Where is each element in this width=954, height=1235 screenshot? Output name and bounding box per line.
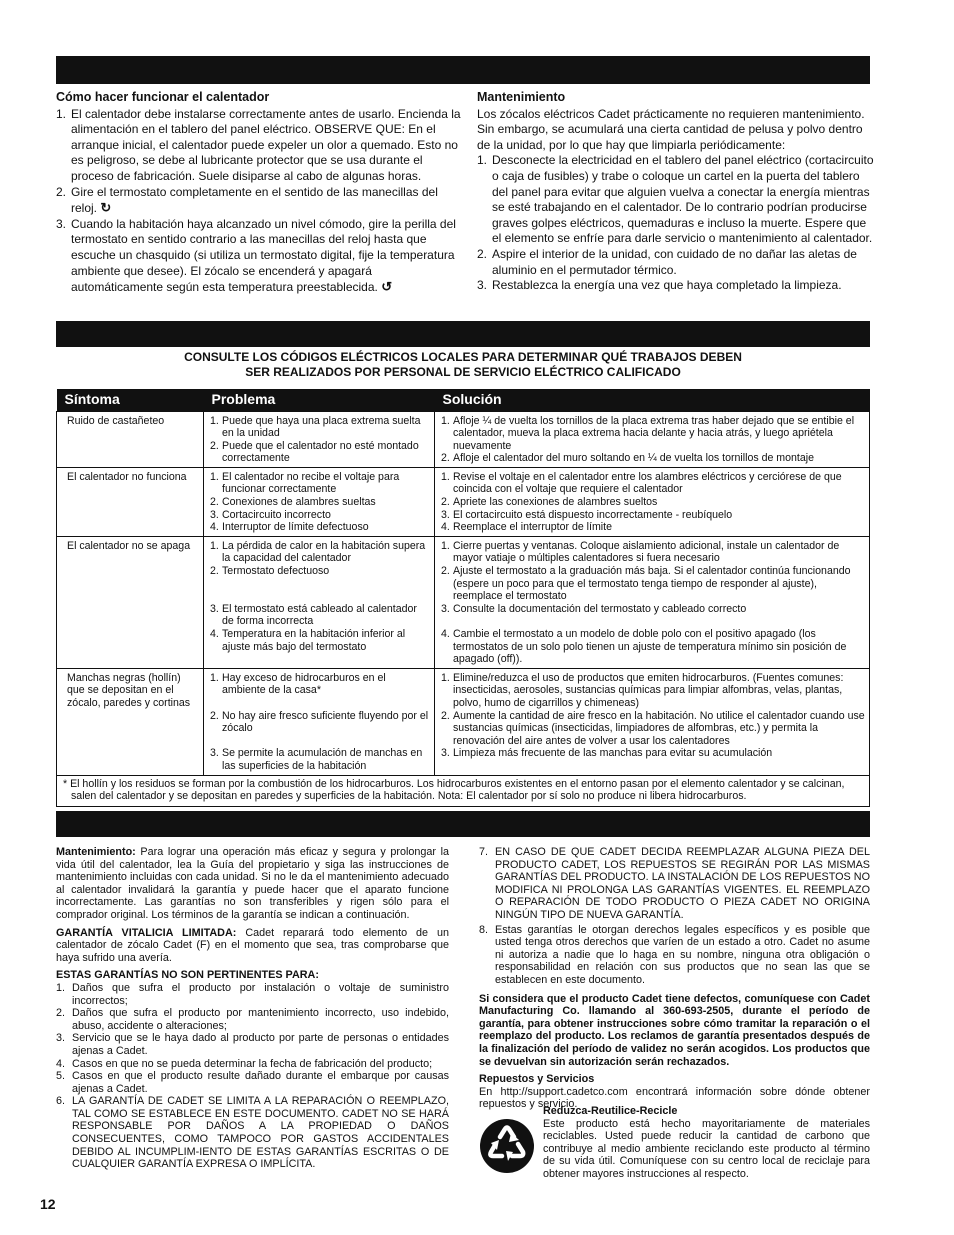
recycle-icon [479, 1118, 535, 1174]
footnote: * El hollín y los residuos se forman por la combustión de los hidrocarburos. Los hidrocarburos existentes en el entorno pasan por el elemento calentador y se calcinan, salen del calentador y se depositan en paredes y superficies de la habitación. Nota: El calentador por sí solo no produce ni libera hidrocarburos. [57, 775, 870, 806]
symptom-cell: Manchas negras (hollín) que se depositan en el zócalo, paredes y cortinas [57, 668, 204, 775]
table-row [57, 411, 870, 467]
maintenance-item: 3. Restablezca la energía una vez que haya completado la limpieza. [477, 278, 842, 293]
parts-title: Repuestos y Servicios [479, 1073, 595, 1086]
problem-cell: 1. Puede que haya una placa extrema suelta en la unidad 2. Puede que el calentador no esté montado correctamente [204, 411, 435, 467]
recycle-title: Reduzca-Reutilice-Recicle [543, 1105, 678, 1117]
solution-cell: 1. Cierre puertas y ventanas. Coloque aislamiento adicional, instale un calentador de mayor vatiaje o múltiples calentadores si fuera necesario 2. Ajuste el termostato a la graduación más baja. Si el calentador continúa funcionando (espere un poco para que el termostato tenga tiempo de responder al ajuste), reemplace el termostato 3. Consulte la documentación del termostato y cableado correcto 4. Cambie el termostato a un modelo de doble polo con el positivo apagado (los termostatos de un solo polo tienen un ajuste de temperatura mínimo sin posición de apagado (off)). [435, 536, 870, 668]
symptom-cell: Ruido de castañeteo [57, 411, 204, 467]
operation-title: Cómo hacer funcionar el calentador [56, 90, 270, 104]
symptom-cell: El calentador no se apaga [57, 536, 204, 668]
contact-paragraph: Si considera que el producto Cadet tiene defectos, comuníquese con Cadet Manufacturing Co. llamando al 360-693-2505, durante el período de garantía, para obtener instrucciones sobre cómo tramitar la reparación o el reemplazo del producto. Los reclamos de garantía presentados después de la finalización del período de validez no serán acogidos. Los productos que se devuelvan sin autorización serán rechazados. [479, 992, 870, 1068]
operation-section [56, 90, 462, 296]
list-item: 3. Servicio que se le haya dado al producto por parte de personas o entidades ajenas a Cadet. [56, 1032, 449, 1057]
warranty-continued-list [479, 846, 870, 987]
list-item: 1. Daños que sufra el producto por instalación o voltaje de suministro incorrectos; [56, 981, 449, 1007]
maintenance-intro: Los zócalos eléctricos Cadet prácticamente no requieren mantenimiento. Sin embargo, se acumulará una cierta cantidad de pelusa y polvo dentro de la unidad, por lo que hay que limpiarla periódicamente: [477, 106, 865, 152]
table-row [57, 536, 870, 668]
header-solution: Solución [435, 389, 870, 411]
list-item: 2. Daños que sufra el producto por mantenimiento incorrecto, uso indebido, abuso, accidente o alteraciones; [56, 1007, 449, 1032]
page-number: 12 [40, 1196, 56, 1212]
section-header-bar-troubleshooting [56, 321, 870, 347]
table-row [57, 668, 870, 775]
list-item: 6. LA GARANTÍA DE CADET SE LIMITA A LA REPARACIÓN O REEMPLAZO, TAL COMO SE ESTABLECE EN ESTE DOCUMENTO. CADET NO SE HARÁ RESPONSABLE POR DAÑOS A LA PROPIEDAD O DAÑOS CONSECUENTES, COMO TAMPOCO POR GASTOS ACCIDENTALES DEBIDO AL INCUMPLIM-IENTO DE ESTAS GARANTÍAS ESCRITAS O DE CUALQUIER GARANTÍA EXPRESA O IMPLÍCITA. [56, 1095, 449, 1171]
operation-item: 2. Gire el termostato completamente en el sentido de las manecillas del reloj. ↻ [56, 184, 438, 216]
table-header-row [57, 389, 870, 411]
solution-cell: 1. Elimine/reduzca el uso de productos que emiten hidrocarburos. (Fuentes comunes: insecticidas, aerosoles, sustancias químicas para limpiar alfombras, velas, plantas, polvo, humo de cigarrillos y chimeneas) 2. Aumente la cantidad de aire fresco en la habitación. No utilice el calentador cuando use sustancias químicas (insecticidas, limpiadores de alfombras, etc.) y permita la renovación del aire antes de volver a usar los calentadores 3. Limpieza más frecuente de las manchas para evitar su acumulación [435, 668, 870, 775]
symptom-cell: El calentador no funciona [57, 467, 204, 536]
list-item: 5. Casos en que el producto resulte dañado durante el embarque por causas ajenas a Cadet. [56, 1070, 449, 1095]
recycle-text: Este producto está hecho mayoritariamente de materiales reciclables. Usted puede reducir la cantidad de carbono que contribuye al medio ambiente reciclando este producto al término de su vida útil. Comuníquese con su centro local de reciclaje para obtener mayores instrucciones al respecto. [543, 1117, 870, 1180]
section-header-bar-warranty [56, 811, 870, 837]
maintenance-title: Mantenimiento [477, 90, 566, 104]
counterclockwise-arrow-icon: ↺ [381, 279, 393, 295]
header-symptom: Síntoma [57, 389, 204, 411]
recycle-section [543, 1105, 870, 1181]
list-item: 4. Casos en que no se pueda determinar la fecha de fabricación del producto; [56, 1057, 433, 1070]
table-footnote-row [57, 775, 870, 806]
parts-text: En http://support.cadetco.com encontrará información sobre dónde obtener repuestos y servicio. [479, 1085, 870, 1111]
maintenance-item: 2. Aspire el interior de la unidad, con cuidado de no dañar las aletas de aluminio en el permutador térmico. [477, 246, 857, 277]
operation-list [56, 107, 462, 296]
solution-cell: 1. Afloje ¼ de vuelta los tornillos de la placa extrema tras haber dejado que se entibie el calentador, mueva la placa extrema hacia delante y hacia atrás, y luego apriétela nuevamente 2. Afloje el calentador del muro soltando en ¼ de vuelta los tornillos de montaje [435, 411, 870, 467]
exclusions-title: ESTAS GARANTÍAS NO SON PERTINENTES PARA: [56, 969, 319, 982]
warranty-left-column [56, 846, 449, 1171]
clockwise-arrow-icon: ↻ [100, 200, 112, 216]
maintenance-item: 1. Desconecte la electricidad en el tablero del panel eléctrico (cortacircuito o caja de fusibles) y trabe o coloque un cartel en la puerta del tablero del panel para evitar que alguien vuelva a conectar la energía mientras se esté trabajando en el calentador. De lo contrario podrían producirse graves golpes eléctricos, quemaduras e incluso la muerte. Espere que el elemento se enfríe para darle servicio o mantenimiento al calentador. [477, 153, 874, 246]
problem-cell: 1. El calentador no recibe el voltaje para funcionar correctamente 2. Conexiones de alambres sueltas 3. Cortacircuito incorrecto 4. Interruptor de límite defectuoso [204, 467, 435, 536]
section-header-bar-operation [56, 56, 870, 84]
table-row [57, 467, 870, 536]
list-item: 8. Estas garantías le otorgan derechos legales específicos y es posible que usted tenga otros derechos que varíen de un estado a otro. Cadet no asume ni autoriza a nadie que lo haga en su nombre, ninguna otra obligación o responsabilidad en relación con sus productos que no sean las que se establecen en este documento. [479, 923, 870, 986]
exclusions-list [56, 982, 449, 1171]
header-problem: Problema [204, 389, 435, 411]
operation-item: 1. El calentador debe instalarse correctamente antes de usarlo. Encienda la alimentación en el tablero del panel eléctrico. OBSERVE QUE: En el arranque inicial, el calentador puede expeler un olor a quemado. Esto no es peligroso, se debe al lubricante protector que se usa durante el proceso de fabricación. Suele disiparse al cabo de algunas horas. [56, 106, 461, 183]
problem-cell: 1. La pérdida de calor en la habitación supera la capacidad del calentador 2. Termostato defectuoso 3. El termostato está cableado al calentador de forma incorrecta 4. Temperatura en la habitación inferior al ajuste más bajo del termostato [204, 536, 435, 668]
list-item: 7. EN CASO DE QUE CADET DECIDA REEMPLAZAR ALGUNA PIEZA DEL PRODUCTO CADET, LOS REPUESTOS SE REGIRÁN POR LAS MISMAS GARANTÍAS DEL PRODUCTO. LA INSTALACIÓN DE LOS REPUESTOS NO MODIFICA NI PROLONGA LAS GARANTÍAS VIGENTES. EL REEMPLAZO O REPARACIÓN DE TODO PRODUCTO O PIEZA CADET NO ORIGINA NINGÚN TIPO DE NUEVA GARANTÍA. [479, 846, 870, 921]
troubleshooting-table [56, 389, 870, 807]
maintenance-list [477, 153, 877, 293]
electrical-codes-notice: CONSULTE LOS CÓDIGOS ELÉCTRICOS LOCALES PARA DETERMINAR QUÉ TRABAJOS DEBEN SER REALIZADOS POR PERSONAL DE SERVICIO ELÉCTRICO CALIFICADO [184, 350, 742, 379]
maintenance-section [477, 90, 877, 294]
maintenance-paragraph: Mantenimiento: Para lograr una operación más eficaz y segura y prolongar la vida útil del calentador, lea la Guía del propietario y siga las instrucciones de mantenimiento incluidas con cada unidad. Si no le da el mantenimiento adecuado al calentador invalidará la garantía y puede hacer que el aparato funcione incorrectamente. Las garantías no son transferibles y rigen sólo para el comprador original. Los términos de la garantía se indican a continuación. [56, 846, 450, 921]
solution-cell: 1. Revise el voltaje en el calentador entre los alambres eléctricos y cerciórese de que coincida con el voltaje que requiere el calentador 2. Apriete las conexiones de alambres sueltos 3. El cortacircuito está dispuesto incorrectamente - reubíquelo 4. Reemplace el interruptor de límite [435, 467, 870, 536]
lifetime-warranty-paragraph: GARANTÍA VITALICIA LIMITADA: Cadet reparará todo elemento de un calentador de zócalo Cadet (F) en el momento que sea, tras comprobarse que haya sufrido una avería. [56, 926, 449, 964]
warranty-right-column [479, 846, 870, 1111]
operation-item: 3. Cuando la habitación haya alcanzado un nivel cómodo, gire la perilla del termostato en sentido contrario a las manecillas del reloj hasta que escuche un chasquido (si utiliza un termostato digital, fije la temperatura ambiente que desee). El zócalo se encenderá y apagará automáticamente según esta temperatura preestablecida. ↺ [56, 216, 456, 295]
problem-cell: 1. Hay exceso de hidrocarburos en el ambiente de la casa* 2. No hay aire fresco suficiente fluyendo por el zócalo 3. Se permite la acumulación de manchas en las superficies de la habitación [204, 668, 435, 775]
